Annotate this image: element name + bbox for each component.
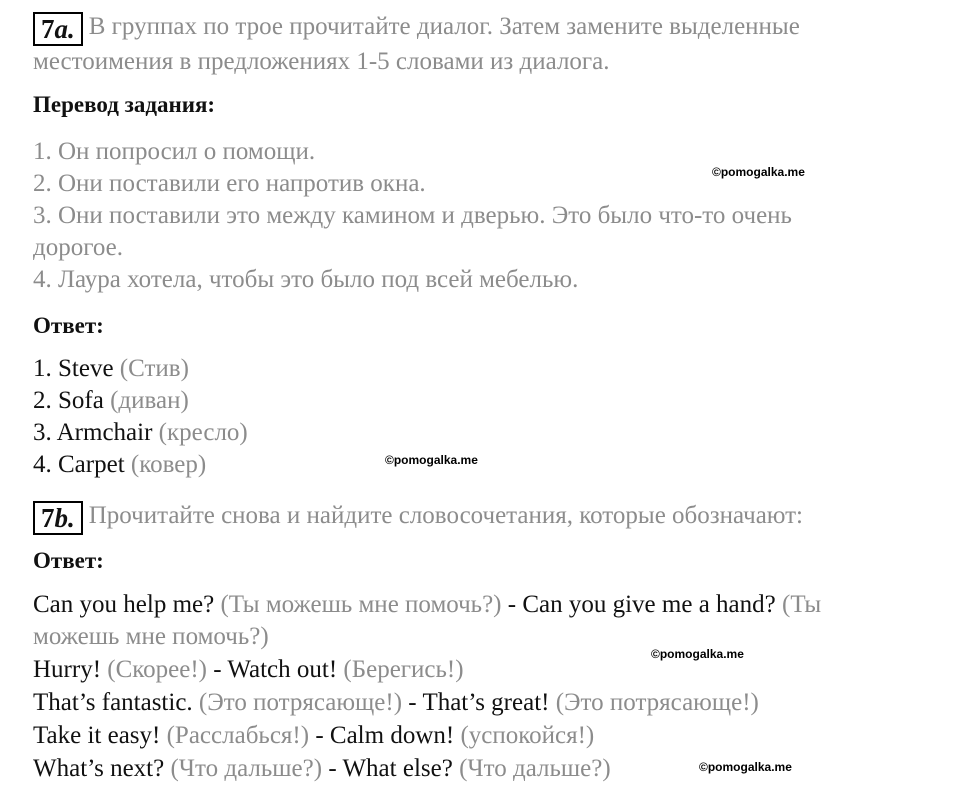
translation-line-2: 2. Они поставили его напротив окна. — [33, 170, 426, 197]
task-7a-answer-4 — [33, 450, 206, 480]
phrase-2-a: Hurry! — [33, 656, 102, 683]
task-7a-answer-2 — [33, 386, 189, 416]
task-7a-answer-3 — [33, 418, 248, 448]
phrase-row-4 — [33, 721, 594, 751]
phrase-1-a-translation: (Ты можешь мне помочь?) — [220, 591, 502, 618]
answer-2-russian: (диван) — [110, 387, 189, 414]
answer-4-russian: (ковер) — [130, 451, 207, 478]
watermark-3: ©pomogalka.me — [651, 647, 744, 661]
phrase-4-a: Take it easy! — [33, 722, 161, 749]
phrase-row-1-continuation: можешь мне помочь?) — [33, 623, 269, 650]
task-7a-answer-heading: Ответ: — [33, 313, 104, 338]
answer-3-english: 3. Armchair — [33, 419, 153, 446]
task-7b-instruction-text: Прочитайте снова и найдите словосочетания, которые обозначают: — [88, 502, 804, 529]
answer-2-english: 2. Sofa — [33, 387, 104, 414]
answer-1-russian: (Стив) — [119, 355, 189, 382]
phrase-2-a-translation: (Скорее!) — [107, 656, 208, 683]
phrase-4-b: Calm down! — [329, 722, 455, 749]
task-7b-instruction-line — [33, 501, 803, 535]
phrase-4-b-translation: (успокойся!) — [460, 722, 595, 749]
phrase-5-a: What’s next? — [33, 755, 165, 782]
task-7a-answer-1 — [33, 354, 189, 384]
phrase-3-a-translation: (Это потрясающе!) — [198, 689, 403, 716]
translation-line-5: 4. Лаура хотела, чтобы это было под всей мебелью. — [33, 266, 579, 293]
task-7b-number: 7 — [41, 503, 55, 533]
translation-heading: Перевод задания: — [33, 92, 216, 117]
watermark-1: ©pomogalka.me — [712, 165, 805, 179]
phrase-5-b-translation: (Что дальше?) — [459, 755, 611, 782]
phrase-row-1 — [33, 590, 821, 620]
phrase-1-a: Can you help me? — [33, 591, 215, 618]
translation-line-1: 1. Он попросил о помощи. — [33, 138, 316, 165]
phrase-row-5 — [33, 754, 611, 784]
phrase-1-b-translation: (Ты — [782, 591, 822, 618]
watermark-4: ©pomogalka.me — [699, 760, 792, 774]
task-7a-letter: a. — [54, 14, 75, 44]
phrase-2-b: Watch out! — [227, 656, 338, 683]
task-7b-badge — [33, 501, 83, 535]
phrase-row-3 — [33, 688, 759, 718]
translation-line-4: дорогое. — [33, 234, 124, 261]
phrase-5-separator: - — [328, 755, 337, 782]
task-7a-instruction-line-2: местоимения в предложениях 1-5 словами из диалога. — [33, 48, 610, 75]
phrase-4-separator: - — [315, 722, 324, 749]
task-7a-number: 7 — [41, 14, 55, 44]
answer-3-russian: (кресло) — [158, 419, 248, 446]
phrase-2-b-translation: (Берегись!) — [343, 656, 464, 683]
phrase-1-b: Can you give me a hand? — [522, 591, 776, 618]
task-7b-letter: b. — [54, 503, 75, 533]
phrase-5-b: What else? — [342, 755, 453, 782]
phrase-1-separator: - — [507, 591, 517, 618]
translation-line-3: 3. Они поставили это между камином и дверью. Это было что-то очень — [33, 202, 792, 229]
phrase-3-b-translation: (Это потрясающе!) — [555, 689, 759, 716]
task-7b-answer-heading: Ответ: — [33, 548, 104, 573]
phrase-5-a-translation: (Что дальше?) — [170, 755, 323, 782]
task-7a-instruction-line-1 — [33, 12, 800, 46]
task-7a-badge — [33, 12, 83, 46]
phrase-3-a: That’s fantastic. — [33, 689, 193, 716]
answer-4-english: 4. Carpet — [33, 451, 125, 478]
phrase-3-separator: - — [408, 689, 417, 716]
phrase-4-a-translation: (Расслабься!) — [166, 722, 310, 749]
answer-1-english: 1. Steve — [33, 355, 114, 382]
watermark-2: ©pomogalka.me — [385, 453, 478, 467]
phrase-row-2 — [33, 655, 464, 685]
phrase-3-b: That’s great! — [422, 689, 550, 716]
phrase-2-separator: - — [213, 656, 222, 683]
task-7a-instruction-text-1: В группах по трое прочитайте диалог. Затем замените выделенные — [88, 13, 800, 40]
